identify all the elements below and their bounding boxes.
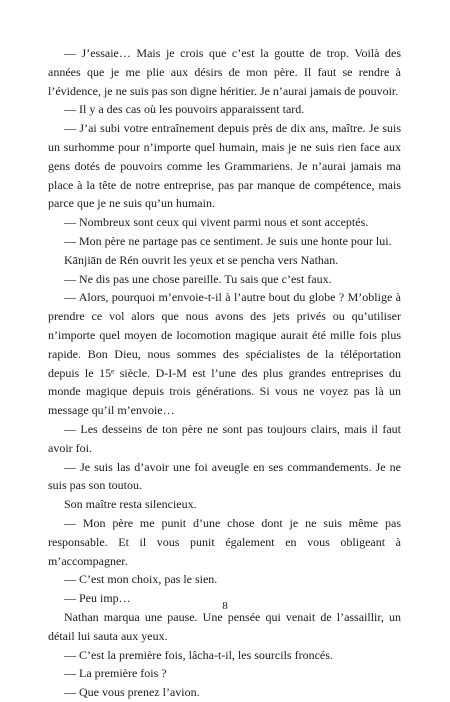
paragraph: Kānjiān de Rén ouvrit les yeux et se pencha vers Nathan. xyxy=(64,252,339,267)
paragraph: — Que vous prenez l’avion. xyxy=(64,685,200,700)
paragraph: — Alors, pourquoi m’envoie-t-il à l’autre bout du globe ? M’oblige à prendre ce vol alors que nous avons des jets privés ou qu’utiliser n’importe quel moyen de locomotion magique aurait été mille fois plus rapide. Bon Dieu, nous sommes des spécialistes de la téléportation depuis le 15ᵉ siècle. D-I-M est l’une des plus grandes entreprises du monde magique depuis trois générations. Si vous ne voyez pas là un message qu’il m’envoie… xyxy=(48,290,401,418)
paragraph: — C’est mon choix, pas le sien. xyxy=(64,572,218,587)
paragraph: — Je suis las d’avoir une foi aveugle en ses commandements. Je ne suis pas son toutou. xyxy=(48,459,401,493)
paragraph: — La première fois ? xyxy=(64,666,167,681)
paragraph: — J’essaie… Mais je crois que c’est la goutte de trop. Voilà des années que je me plie aux désirs de mon père. Il faut se rendre à l’évidence, je ne suis pas son digne héritier. Je n’aurai jamais de pouvoir. xyxy=(48,46,401,98)
paragraph: — C’est la première fois, lâcha-t-il, les sourcils froncés. xyxy=(64,647,333,662)
paragraph: — J’ai subi votre entraînement depuis près de dix ans, maître. Je suis un surhomme pour n’importe quel humain, mais je ne suis rien face aux gens dotés de pouvoirs comme les Grammariens. Je n’aurai jamais ma place à la tête de notre entreprise, pas par manque de compétence, mais parce que je ne suis qu’un humain. xyxy=(48,121,401,211)
page-number: 8 xyxy=(222,600,228,612)
paragraph: — Les desseins de ton père ne sont pas toujours clairs, mais il faut avoir foi. xyxy=(48,421,401,455)
paragraph: — Mon père me punit d’une chose dont je ne suis même pas responsable. Et il vous punit également en vous obligeant à m’accompagner. xyxy=(48,515,401,568)
paragraph: — Ne dis pas une chose pareille. Tu sais que c’est faux. xyxy=(64,271,332,286)
paragraph: — Peu imp… xyxy=(64,591,131,606)
paragraph: Son maître resta silencieux. xyxy=(64,497,197,512)
paragraph: — Mon père ne partage pas ce sentiment. Je suis une honte pour lui. xyxy=(64,233,392,248)
paragraph: — Nombreux sont ceux qui vivent parmi nous et sont acceptés. xyxy=(64,215,369,230)
paragraph: — Il y a des cas où les pouvoirs apparaissent tard. xyxy=(64,102,305,117)
paragraph: Nathan marqua une pause. Une pensée qui venait de l’assaillir, un détail lui sauta aux yeux. xyxy=(48,609,401,643)
